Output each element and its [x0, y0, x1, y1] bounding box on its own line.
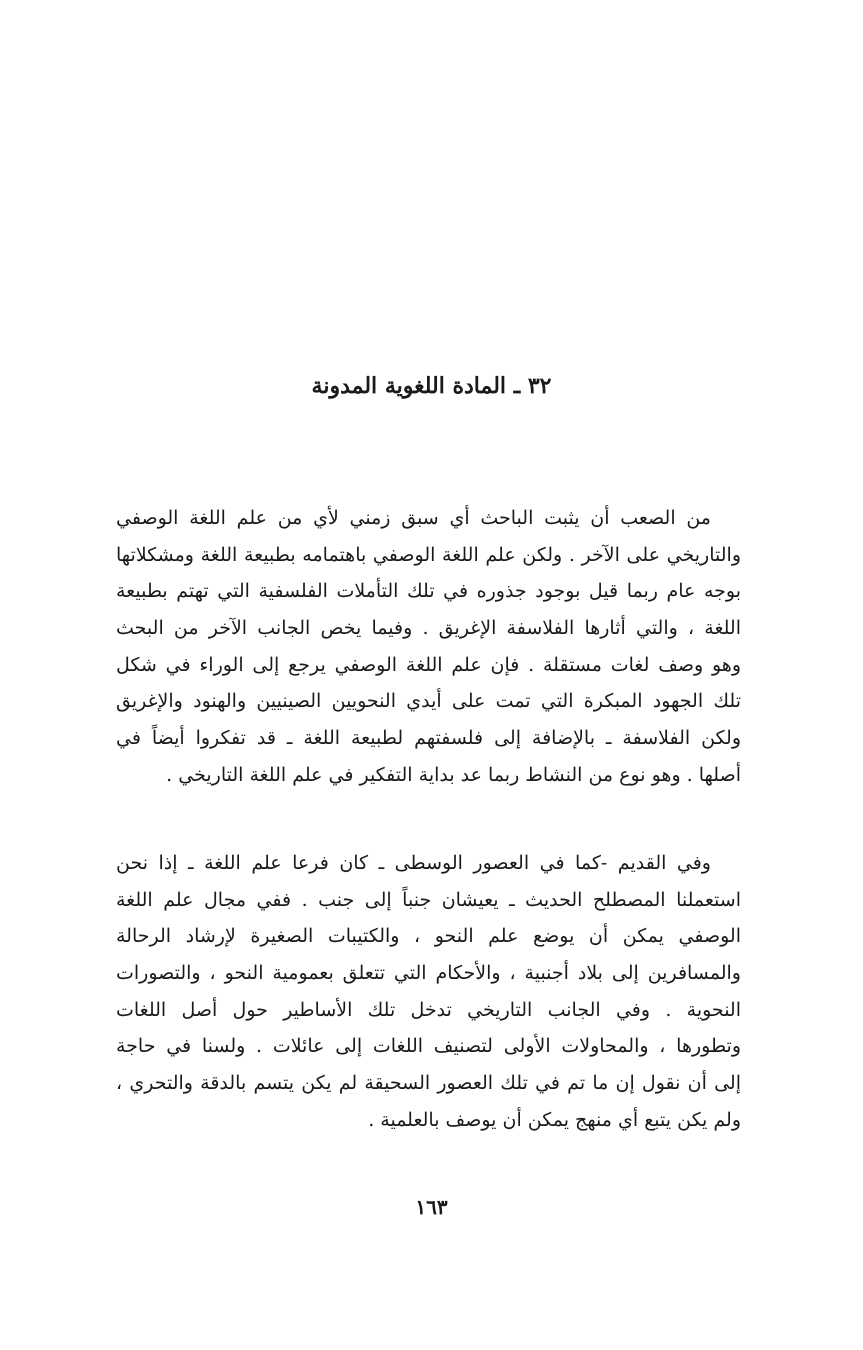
text-line: والتاريخي على الآخر . ولكن علم اللغة الوصفي باهتمامه بطبيعة اللغة ومشكلاتها — [116, 543, 741, 566]
text-line: أصلها . وهو نوع من النشاط ربما عد بداية التفكير في علم اللغة التاريخي . — [166, 763, 741, 786]
text-line: تلك الجهود المبكرة التي تمت على أيدي النحويين الصينيين والهنود والإغريق — [116, 690, 741, 713]
paragraph-2 — [116, 845, 741, 1139]
text-line: الوصفي يمكن أن يوضع علم النحو ، والكتيبات الصغيرة لإرشاد الرحالة — [116, 925, 741, 948]
text-line: وهو وصف لغات مستقلة . فإن علم اللغة الوصفي يرجع إلى الوراء في شكل — [116, 653, 741, 676]
paragraph-1 — [116, 500, 741, 794]
text-line: ولم يكن يتبع أي منهج يمكن أن يوصف بالعلمية . — [368, 1108, 741, 1131]
text-line: من الصعب أن يثبت الباحث أي سبق زمني لأي من علم اللغة الوصفي — [116, 507, 711, 529]
text-line: اللغة ، والتي أثارها الفلاسفة الإغريق . وفيما يخص الجانب الآخر من البحث — [116, 617, 741, 640]
section-title: ٣٢ ـ المادة اللغوية المدونة — [311, 373, 552, 399]
text-line: إلى أن نقول إن ما تم في تلك العصور السحيقة لم يكن يتسم بالدقة والتحري ، — [116, 1072, 741, 1095]
page-number: ١٦٣ — [415, 1195, 448, 1219]
text-line: بوجه عام ربما قيل بوجود جذوره في تلك التأملات الفلسفية التي تهتم بطبيعة — [116, 580, 741, 603]
text-line: ولكن الفلاسفة ـ بالإضافة إلى فلسفتهم لطبيعة اللغة ـ قد تفكروا أيضاً في — [116, 727, 741, 750]
text-line: النحوية . وفي الجانب التاريخي تدخل تلك الأساطير حول أصل اللغات — [116, 998, 741, 1021]
text-line: استعملنا المصطلح الحديث ـ يعيشان جنباً إلى جنب . ففي مجال علم اللغة — [116, 888, 741, 911]
text-line: والمسافرين إلى بلاد أجنبية ، والأحكام التي تتعلق بعمومية النحو ، والتصورات — [116, 962, 741, 985]
text-line: وفي القديم -كما في العصور الوسطى ـ كان فرعا علم اللغة ـ إذا نحن — [116, 852, 711, 874]
text-line: وتطورها ، والمحاولات الأولى لتصنيف اللغات إلى عائلات . ولسنا في حاجة — [116, 1035, 741, 1058]
